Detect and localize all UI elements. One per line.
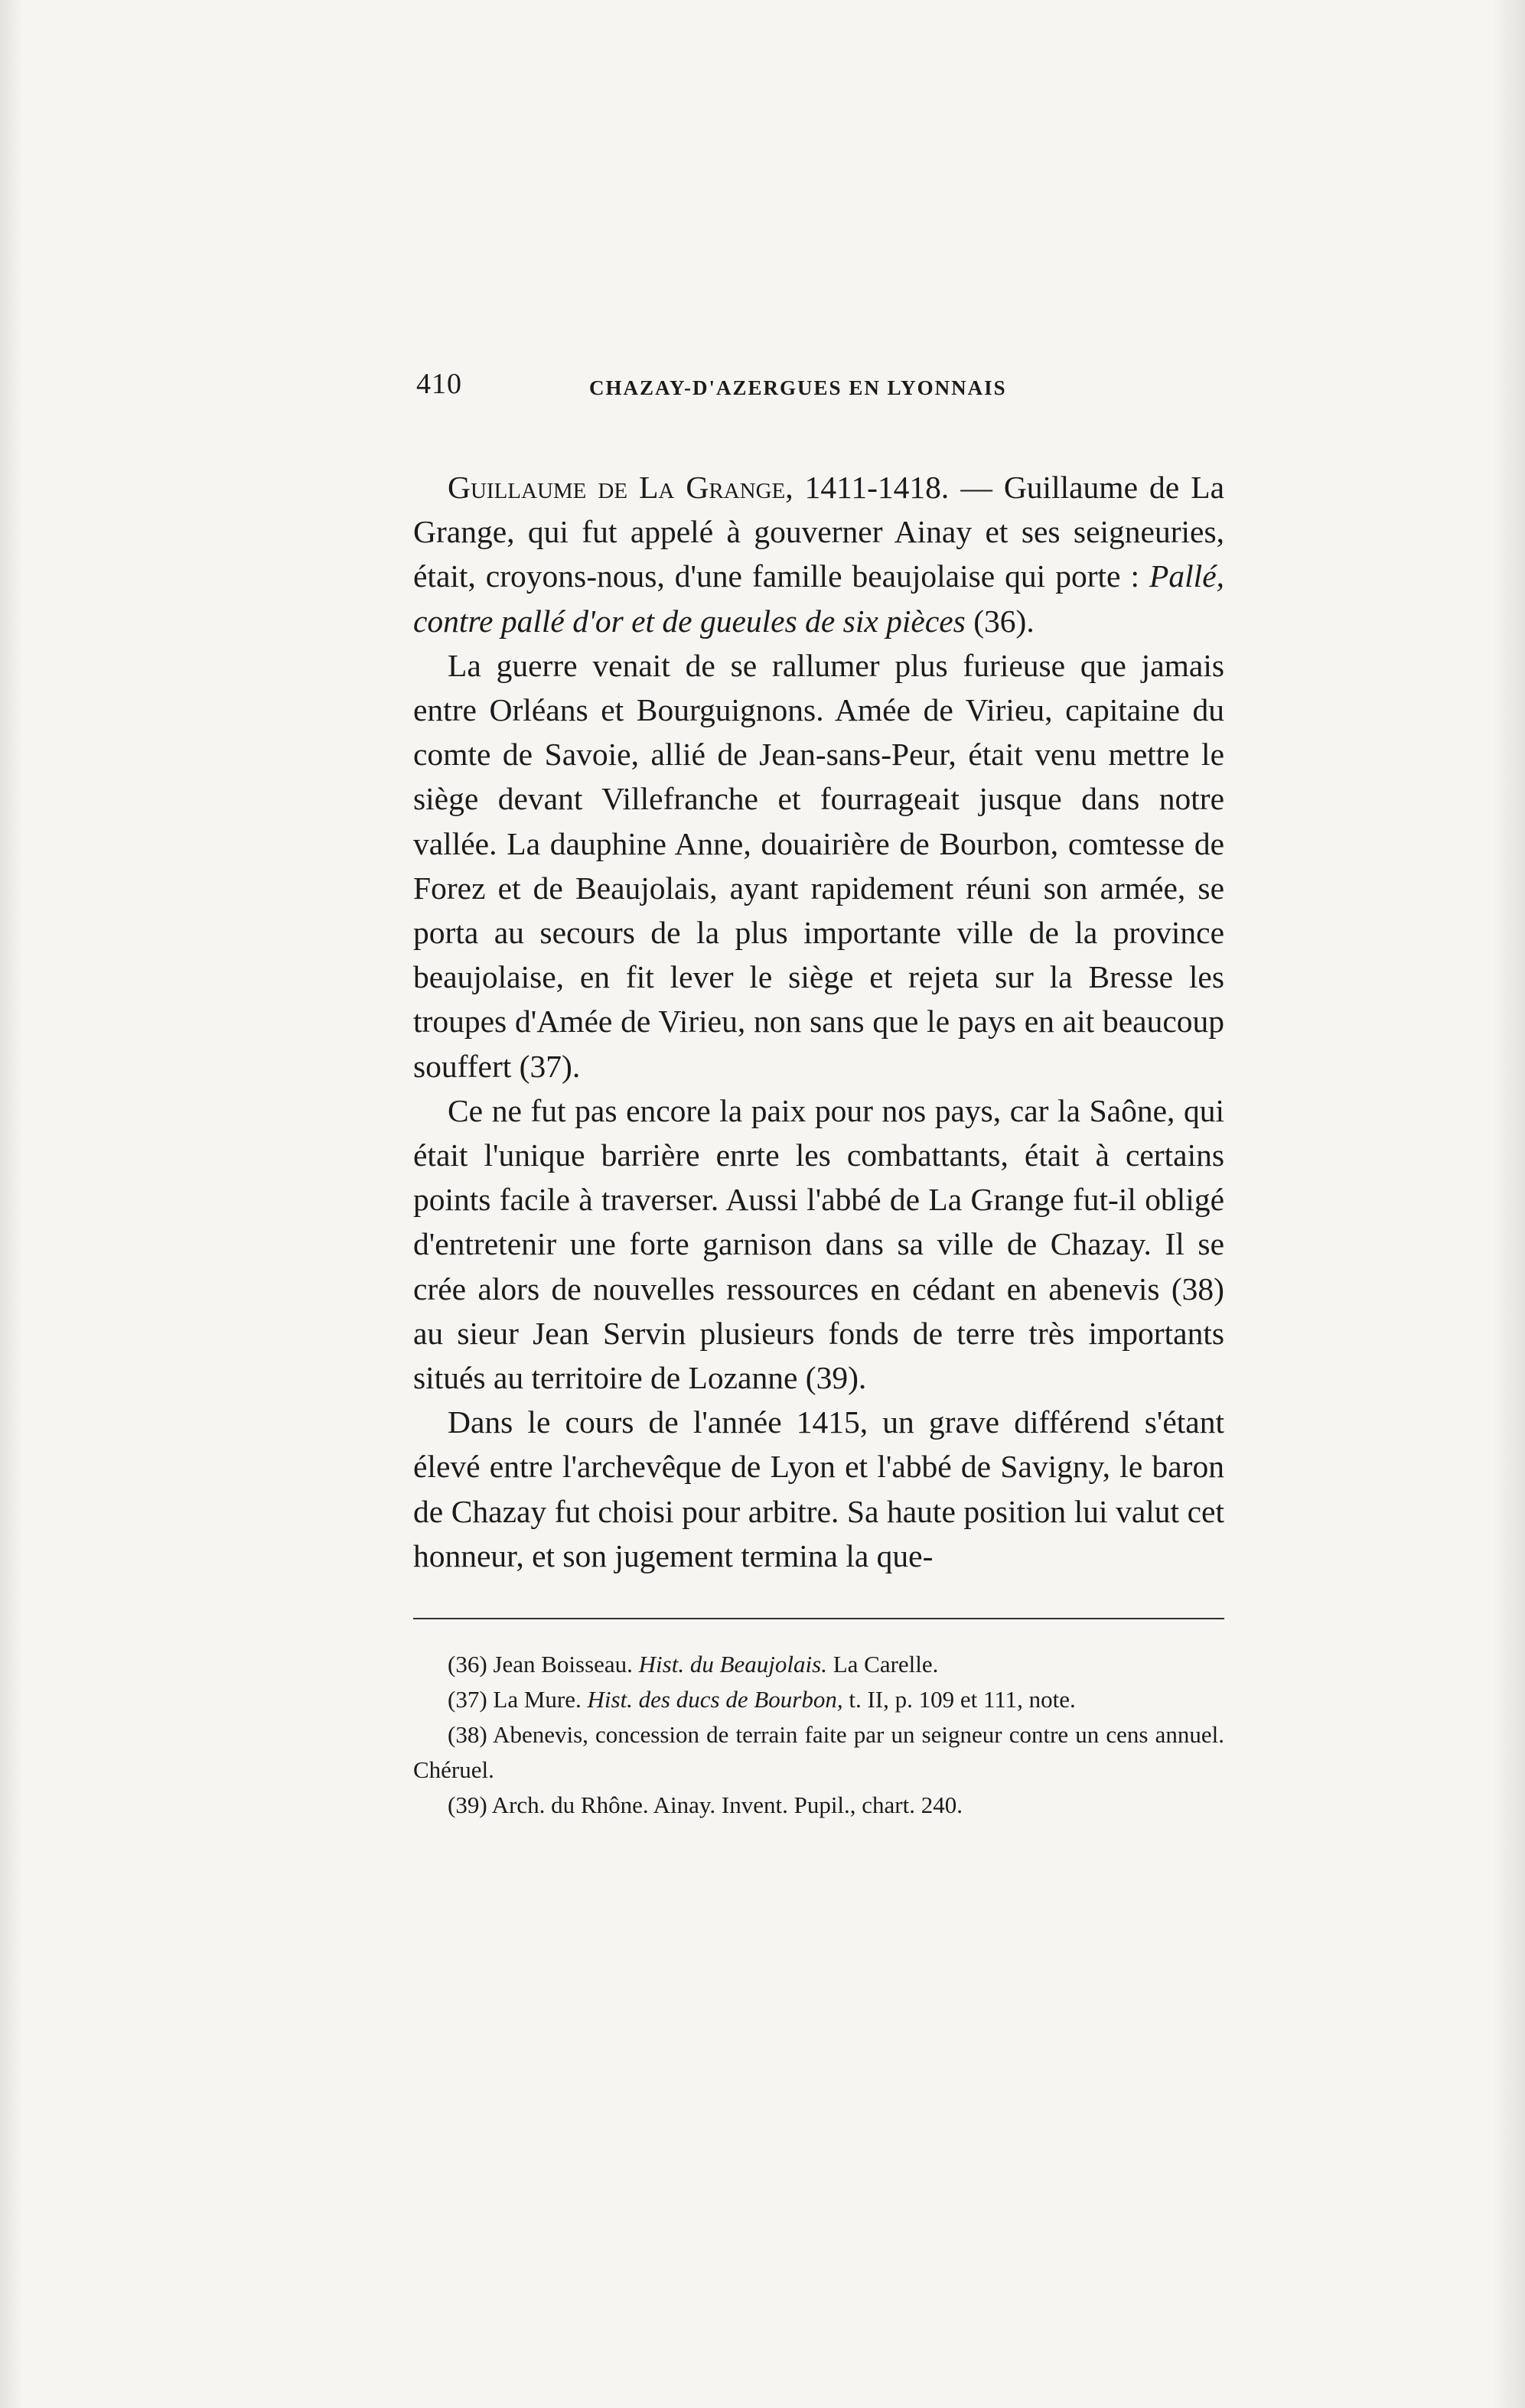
paragraph-1-text-b: (36). xyxy=(965,603,1035,639)
paragraph-1 xyxy=(413,465,1224,643)
footnote-36-a: (36) Jean Boisseau. xyxy=(448,1651,639,1678)
body-text xyxy=(413,465,1224,1578)
footnote-36-b: La Carelle. xyxy=(826,1651,939,1678)
footnote-rule xyxy=(413,1618,1224,1619)
footnote-39: (39) Arch. du Rhône. Ainay. Invent. Pupil., chart. 240. xyxy=(448,1791,963,1819)
section-heading: Guillaume de La Grange, 1411-1418. xyxy=(448,470,950,505)
paragraph-3: Ce ne fut pas encore la paix pour nos pays, car la Saône, qui était l'unique barrière enrte les combattants, était à certains points facile à traverser. Aussi l'abbé de La Grange fut-il obligé d'entretenir une forte garnison dans sa ville de Chazay. Il se crée alors de nouvelles ressources en cédant en abenevis (38) au sieur Jean Servin plusieurs fonds de terre très importants situés au territoire de Lozanne (39). xyxy=(413,1092,1224,1396)
paragraph-1-text-a: — Guillaume de La Grange, qui fut appelé à gouverner Ainay et ses seigneuries, était, croyons-nous, d'une famille beaujolaise qui porte : xyxy=(413,470,1224,594)
footnote-36 xyxy=(413,1647,1224,1682)
footnote-37-title: Hist. des ducs de Bourbon, xyxy=(587,1686,843,1713)
footnote-37 xyxy=(413,1682,1224,1717)
footnote-38: (38) Abenevis, concession de terrain faite par un seigneur contre un cens annuel. Chéruel. xyxy=(413,1721,1224,1784)
footnote-37-b: t. II, p. 109 et 111, note. xyxy=(842,1686,1076,1713)
scan-edge-right xyxy=(1491,0,1525,2408)
blazon-italic: Pallé, contre pallé d'or et de gueules de six pièces xyxy=(413,558,1224,639)
paragraph-2: La guerre venait de se rallumer plus furieuse que jamais entre Orléans et Bourguignons. Amée de Virieu, capitaine du comte de Savoie, allié de Jean-sans-Peur, était venu mettre le siège devant Villefranche et fourrageait jusque dans notre vallée. La dauphine Anne, douairière de Bourbon, comtesse de Forez et de Beaujolais, ayant rapidement réuni son armée, se porta au secours de la plus importante ville de la province beaujolaise, en fit lever le siège et rejeta sur la Bresse les troupes d'Amée de Virieu, non sans que le pays en ait beaucoup souffert (37). xyxy=(413,647,1224,1084)
footnote-37-a: (37) La Mure. xyxy=(448,1686,588,1713)
page-number: 410 xyxy=(416,368,462,400)
running-head xyxy=(413,367,1224,413)
book-page xyxy=(413,367,1224,1823)
scan-edge-left xyxy=(0,0,23,2408)
running-title: CHAZAY-D'AZERGUES EN LYONNAIS xyxy=(589,376,1007,399)
footnotes xyxy=(413,1647,1224,1823)
paragraph-4: Dans le cours de l'année 1415, un grave différend s'étant élevé entre l'archevêque de Lyon et l'abbé de Savigny, le baron de Chazay fut choisi pour arbitre. Sa haute position lui valut cet honneur, et son jugement termina la que- xyxy=(413,1404,1224,1573)
footnote-36-title: Hist. du Beaujolais. xyxy=(638,1651,827,1678)
